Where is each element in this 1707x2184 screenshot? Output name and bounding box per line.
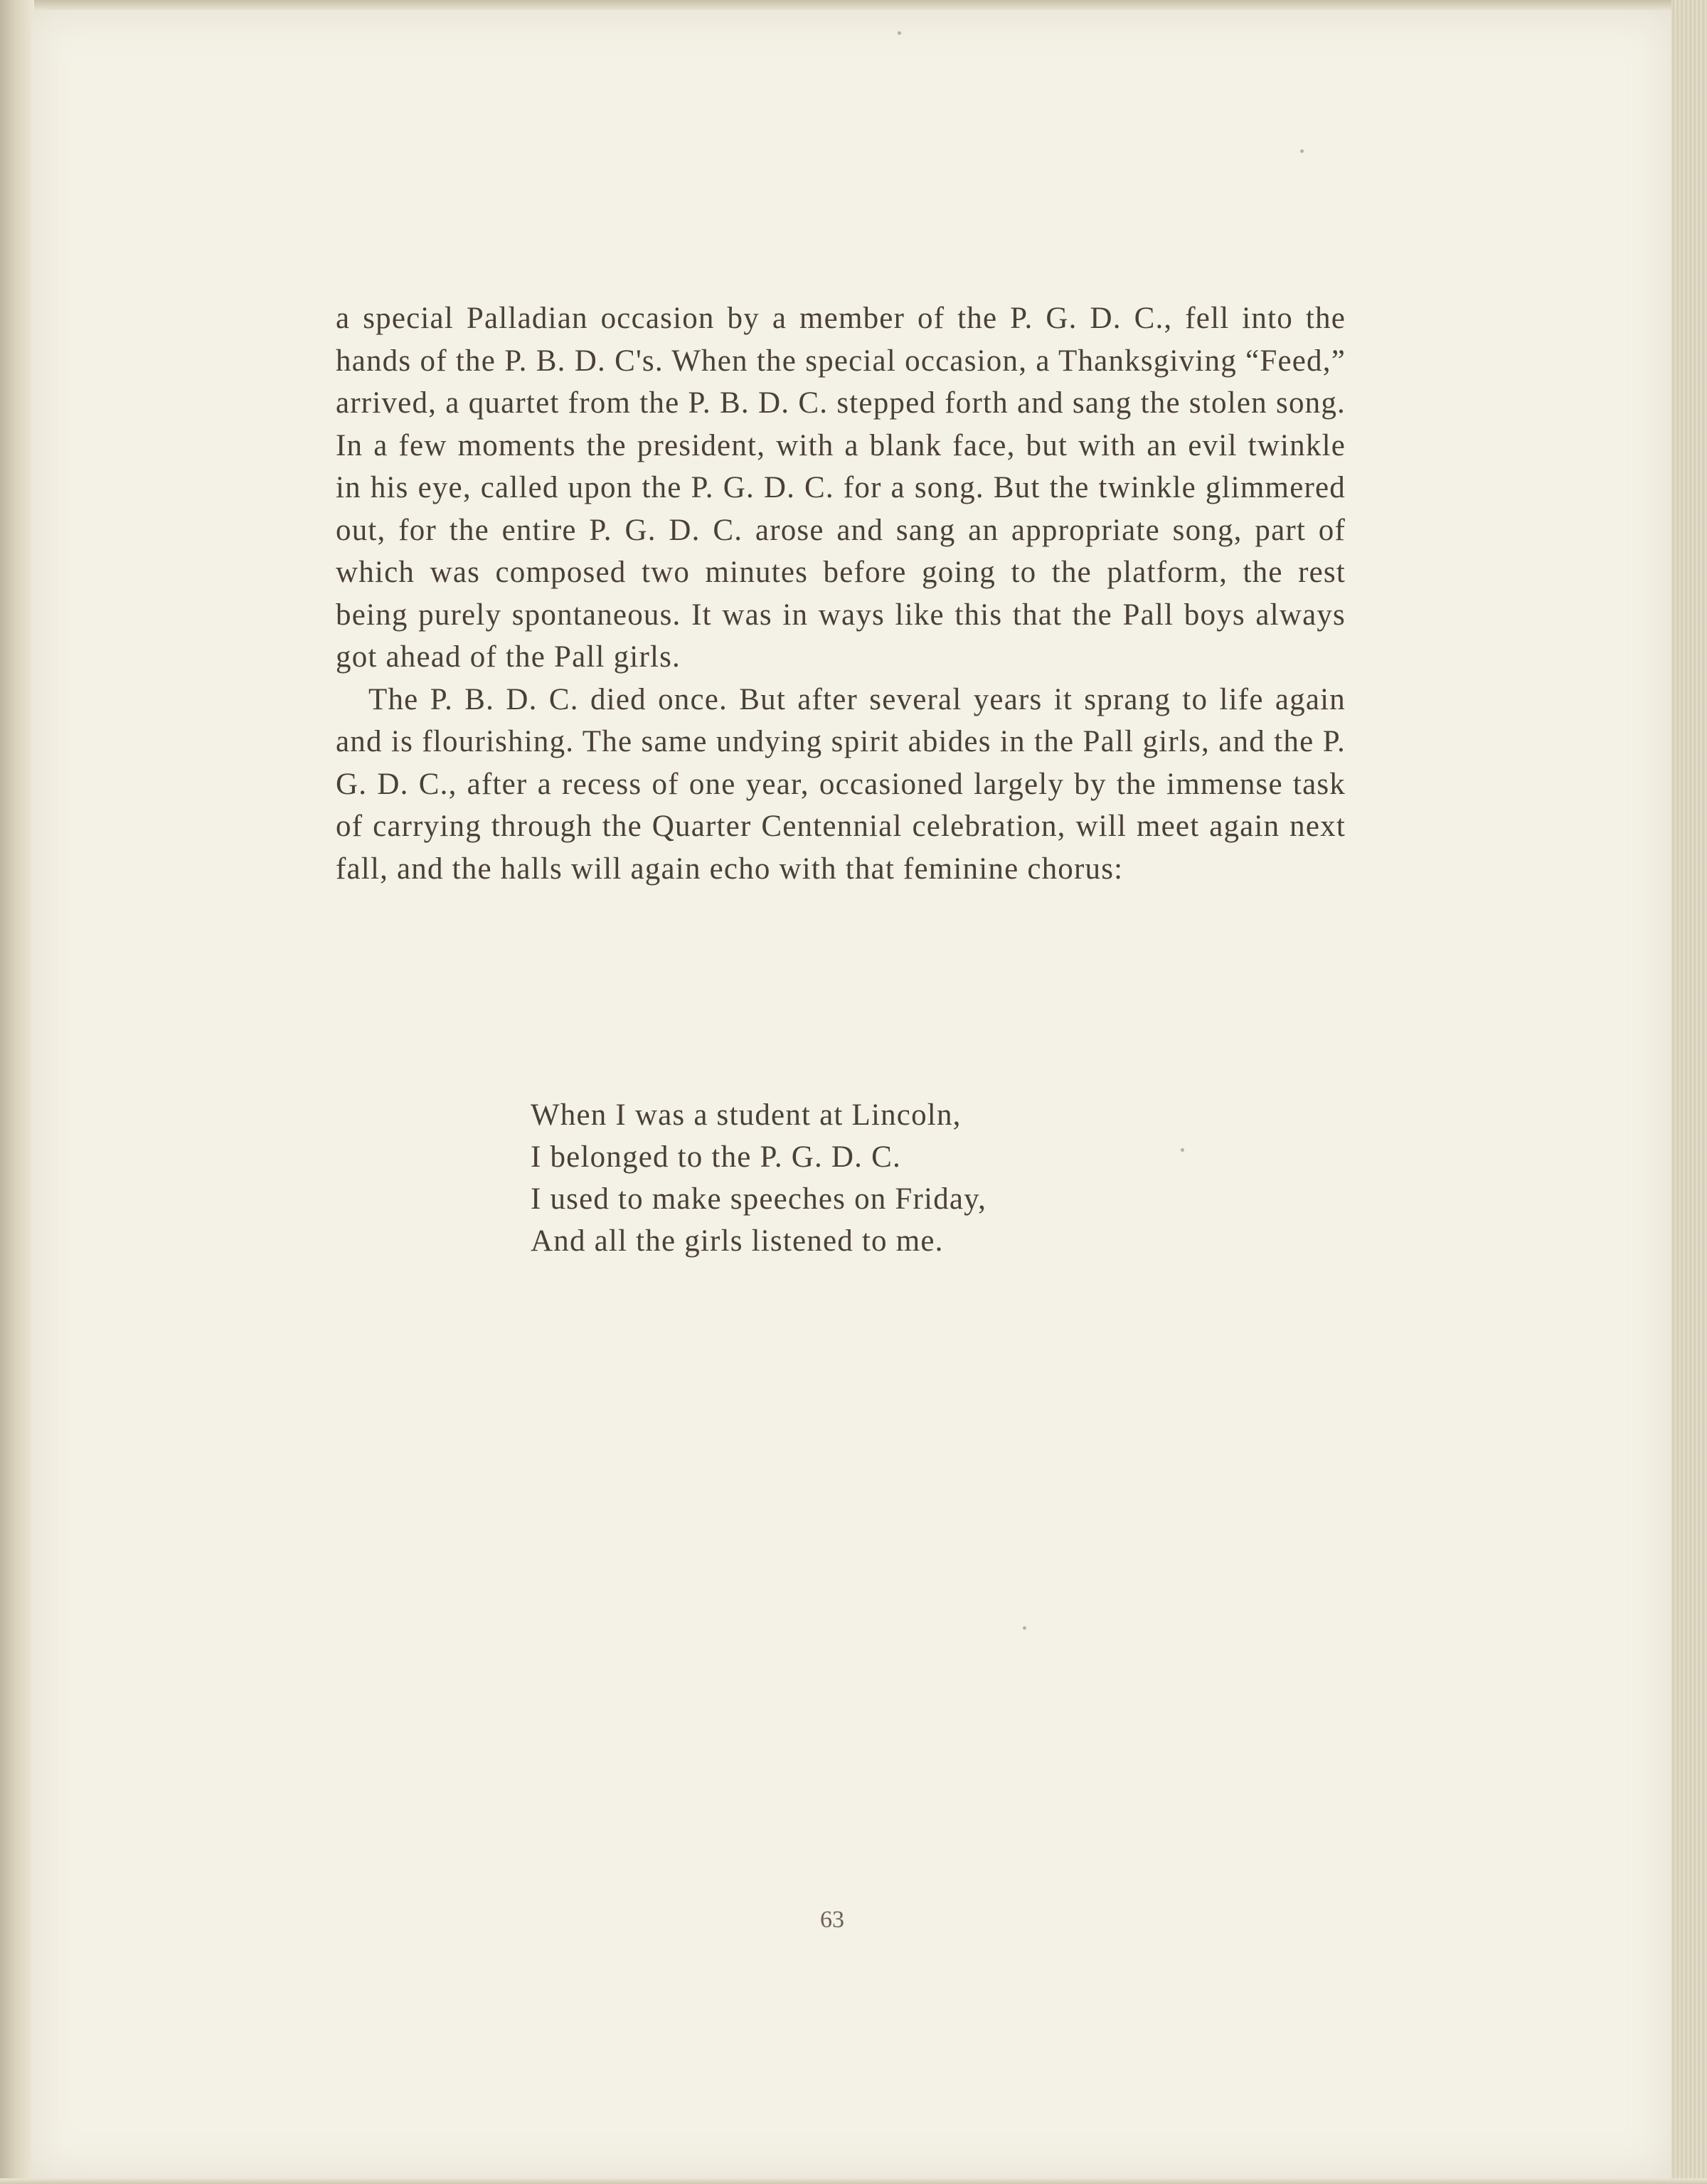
paper-speck (898, 31, 901, 35)
paragraph: The P. B. D. C. died once. But after several years it sprang to life again and is flourishing. The same undying spirit abides in the Pall girls, and the P. G. D. C., after a recess of one year, occasioned largely by the immense task of carrying through the Quarter Centennial celebration, will meet again next fall, and the halls will again echo with that feminine chorus: (336, 682, 1346, 886)
paragraph: a special Palladian occasion by a member of the P. G. D. C., fell into the hands of the P. B. D. C's. When the special occasion, a Thanksgiving “Feed,” arrived, a quartet from the P. B. D. C. stepped forth and sang the stolen song. In a few moments the president, with a blank face, but with an evil twinkle in his eye, called upon the P. G. D. C. for a song. But the twinkle glimmered out, for the entire P. G. D. C. arose and sang an appropriate song, part of which was composed two minutes before going to the platform, the rest being purely spontaneous. It was in ways like this that the Pall boys always got ahead of the Pall girls. (336, 302, 1346, 674)
verse-block (531, 1094, 1171, 1262)
page-number: 63 (820, 1907, 844, 1933)
verse-line: When I was a student at Lincoln, (531, 1098, 962, 1132)
page-top-edge (0, 0, 1707, 10)
paper-speck (1181, 1148, 1184, 1152)
body-text (336, 297, 1346, 890)
verse-line: I used to make speeches on Friday, (531, 1182, 987, 1216)
paper-speck (1023, 1626, 1026, 1630)
binding-shadow (0, 0, 34, 2184)
page-stack-edge (1671, 0, 1707, 2184)
verse-line: And all the girls listened to me. (531, 1224, 944, 1258)
paper-speck (1300, 149, 1304, 153)
page-bottom-edge (0, 2178, 1707, 2184)
verse-line: I belonged to the P. G. D. C. (531, 1140, 901, 1174)
